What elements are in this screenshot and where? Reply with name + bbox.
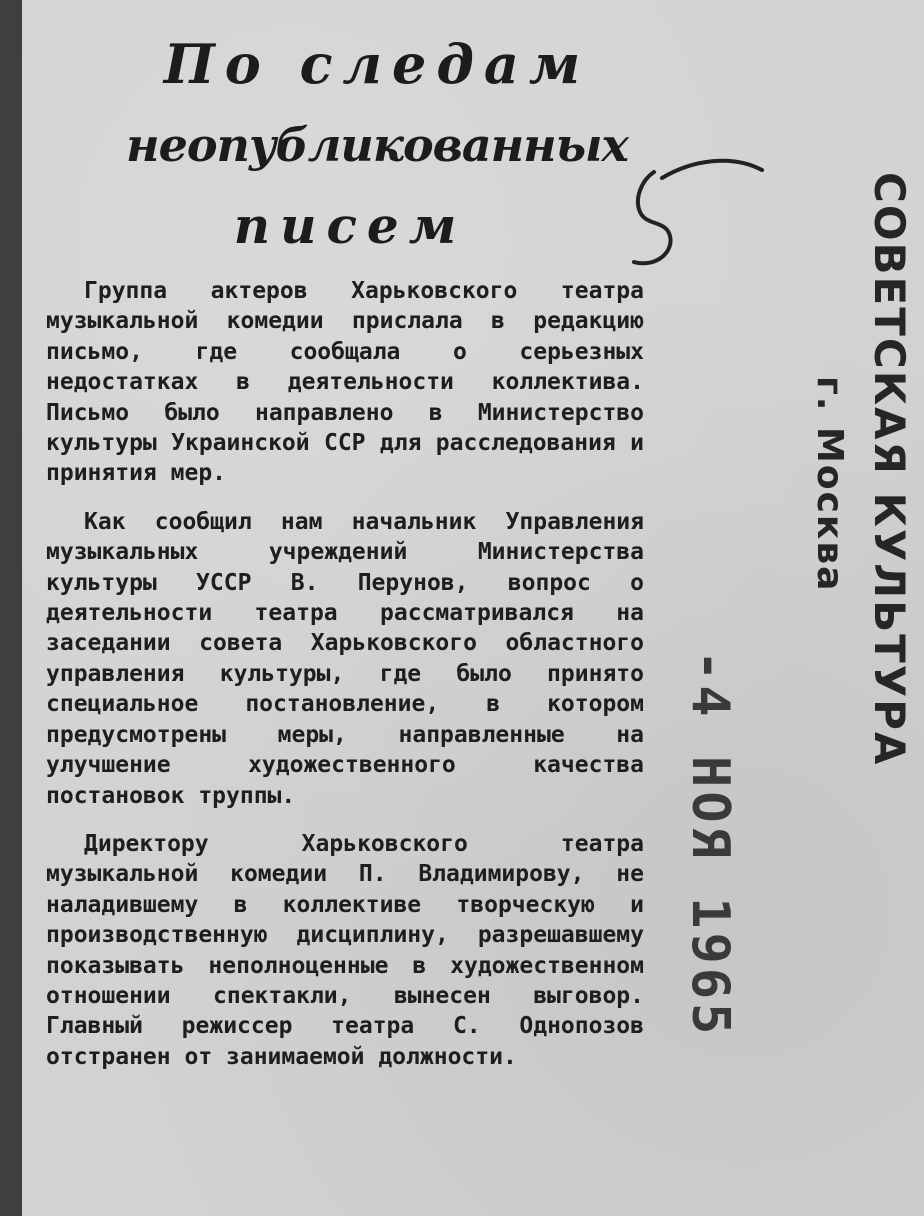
stamp-date-text: -4 НОЯ 1965 (680, 650, 740, 1039)
stamp-city-text: г. Москва (809, 376, 850, 593)
headline-line-3: писем (233, 196, 467, 255)
headline-line-1: По следам (163, 32, 591, 96)
newspaper-clipping (22, 0, 924, 1216)
article-paragraph-3: Директору Харьковского театра музыкальной комедии П. Владимирову, не наладившему в коллективе творческую и производственную дисциплину, разрешавшему показывать неполноценные в художественном отношении спектакли, вынесен выговор. Главный режиссер театра С. Однопозов отстранен от занимаемой должности. (46, 830, 644, 1070)
headline-line-2: неопубликованных (126, 118, 628, 172)
article-body (46, 276, 644, 1072)
article-paragraph-2: Как сообщил нам начальник Управления музыкальных учреждений Министерства культуры УССР В. Перунов, вопрос о деятельности театра рассматривался на заседании совета Харьковского областного управления культуры, где было принято специальное постановление, в котором предусмотрены меры, направленные на улучшение художественного качества постановок труппы. (46, 508, 644, 809)
handwritten-mark-5 (612, 150, 772, 280)
article-paragraph-1: Группа актеров Харьковского театра музыкальной комедии прислала в редакцию письмо, где сообщала о серьезных недостатках в деятельности коллектива. Письмо было направлено в Министерство культуры Украинской ССР для расследования и принятия мер. (46, 278, 644, 487)
stamp-newspaper-text: СОВЕТСКАЯ КУЛЬТУРА (865, 172, 914, 767)
